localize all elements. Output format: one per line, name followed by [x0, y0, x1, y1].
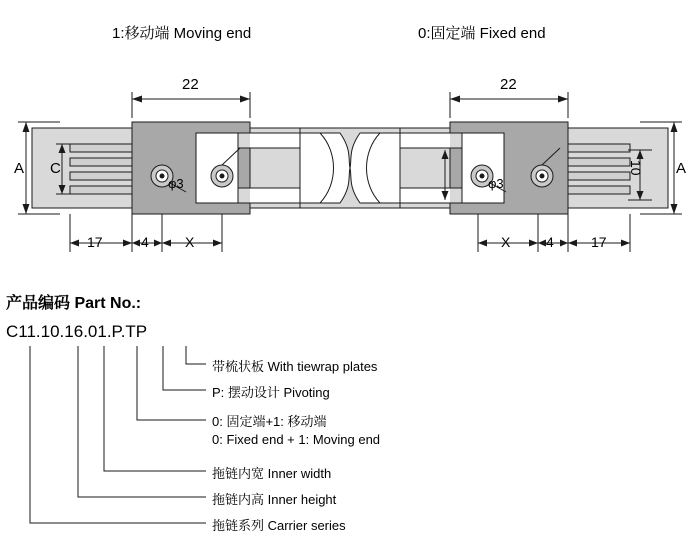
legend-pivoting: P: 摆动设计 Pivoting — [212, 385, 330, 400]
legend-inner-width: 拖链内宽 Inner width — [212, 466, 332, 481]
dim-top-left-22: 22 — [182, 76, 199, 93]
part-no-code: C11.10.16.01.P.TP — [6, 322, 148, 341]
dim-right-A: A — [676, 160, 687, 177]
legend-inner-height: 拖链内高 Inner height — [212, 492, 337, 507]
part-no-leader-lines — [0, 280, 700, 552]
dim-bottom-right-X: X — [501, 234, 511, 250]
header-fixed-end: 0:固定端 Fixed end — [418, 25, 546, 42]
hole-label-right: φ3 — [488, 176, 504, 191]
legend-ends-cn: 0: 固定端+1: 移动端 — [212, 414, 327, 429]
legend-carrier-series: 拖链系列 Carrier series — [212, 518, 346, 533]
dim-right-10: 10 — [628, 160, 644, 176]
hole-label-left: φ3 — [168, 176, 184, 191]
dim-bottom-left-17: 17 — [87, 234, 103, 250]
dim-bottom-left-X: X — [185, 234, 195, 250]
dim-left-C: C — [50, 160, 61, 177]
legend-tiewrap: 带梳状板 With tiewrap plates — [212, 359, 378, 374]
legend-ends-en: 0: Fixed end + 1: Moving end — [212, 432, 381, 447]
dim-left-A: A — [14, 160, 25, 177]
part-no-title: 产品编码 Part No.: — [6, 295, 142, 312]
part-no-block — [0, 280, 700, 552]
dim-bottom-right-17: 17 — [591, 234, 607, 250]
dim-bottom-left-4: 4 — [141, 234, 149, 250]
dim-bottom-right-4: 4 — [546, 234, 554, 250]
dim-top-right-22: 22 — [500, 76, 517, 93]
header-moving-end: 1:移动端 Moving end — [112, 25, 252, 42]
